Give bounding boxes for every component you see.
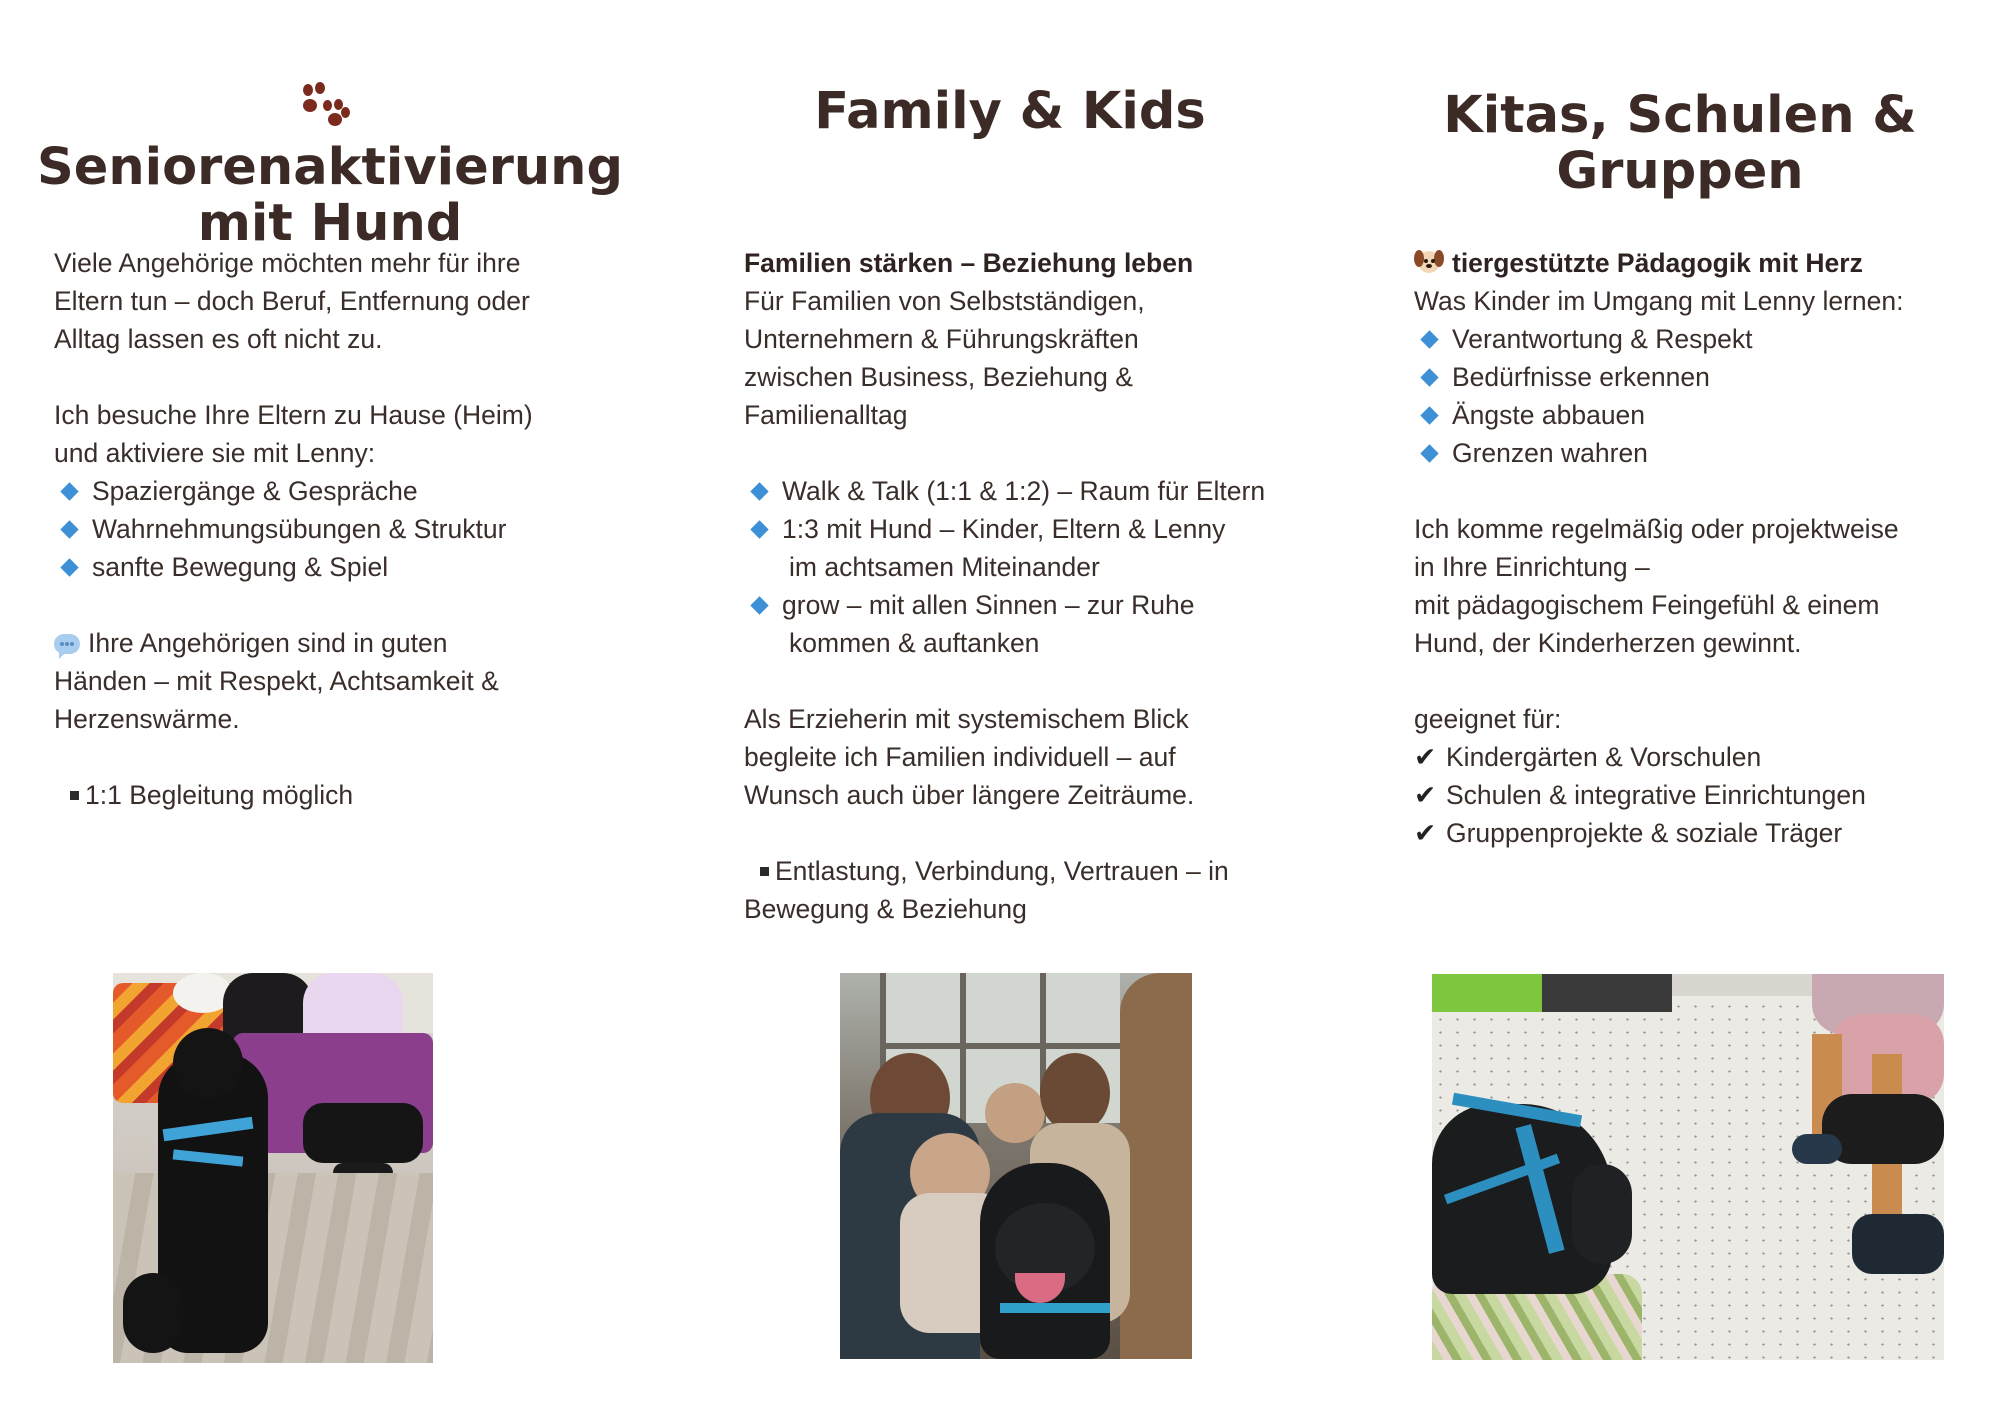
- senior-note: 1:1 Begleitung möglich: [54, 776, 614, 814]
- photo-dog-with-snuffle-mat-in-classroom: [1432, 974, 1944, 1360]
- kitas-subtitle: tiergestützte Pädagogik mit Herz: [1414, 244, 1974, 282]
- kitas-visit-line: in Ihre Einrichtung –: [1414, 552, 1650, 582]
- family-note-continuation: Bewegung & Beziehung: [744, 894, 1027, 924]
- blue-diamond-icon: [750, 596, 768, 614]
- family-outro-line: Wunsch auch über längere Zeiträume.: [744, 780, 1195, 810]
- family-bullet: 1:3 mit Hund – Kinder, Eltern & Lenny: [744, 510, 1304, 548]
- blue-diamond-icon: [60, 520, 78, 538]
- blue-diamond-icon: [1420, 368, 1438, 386]
- senior-intro-line: Viele Angehörige möchten mehr für ihre: [54, 248, 521, 278]
- senior-visit-line: und aktiviere sie mit Lenny:: [54, 438, 376, 468]
- kitas-title-line2: Gruppen: [1556, 142, 1804, 201]
- family-body: [744, 244, 1304, 928]
- family-intro-line: Familienalltag: [744, 400, 908, 430]
- blue-diamond-icon: [1420, 406, 1438, 424]
- speech-bubble-icon: [54, 634, 80, 654]
- family-bullet: grow – mit allen Sinnen – zur Ruhe: [744, 586, 1304, 624]
- family-bullet: Walk & Talk (1:1 & 1:2) – Raum für Eltern: [744, 472, 1304, 510]
- check-mark-icon: ✔: [1414, 742, 1437, 772]
- family-outro-line: Als Erzieherin mit systemischem Blick: [744, 704, 1189, 734]
- family-bullet-continuation: im achtsamen Miteinander: [789, 552, 1100, 582]
- senior-bullet: Wahrnehmungsübungen & Struktur: [54, 510, 614, 548]
- senior-title: [30, 82, 630, 252]
- kitas-visit-line: Ich komme regelmäßig oder projektweise: [1414, 514, 1899, 544]
- blue-diamond-icon: [750, 482, 768, 500]
- kitas-visit-line: Hund, der Kinderherzen gewinnt.: [1414, 628, 1802, 658]
- family-intro-line: Unternehmern & Führungskräften: [744, 324, 1139, 354]
- family-intro-line: zwischen Business, Beziehung &: [744, 362, 1133, 392]
- kitas-bullet: Grenzen wahren: [1414, 434, 1974, 472]
- black-square-icon: [70, 791, 79, 800]
- senior-intro-line: Eltern tun – doch Beruf, Entfernung oder: [54, 286, 530, 316]
- kitas-check-item: ✔ Schulen & integrative Einrichtungen: [1414, 776, 1974, 814]
- blue-diamond-icon: [750, 520, 768, 538]
- kitas-check-item: ✔ Kindergärten & Vorschulen: [1414, 738, 1974, 776]
- kitas-check-item: ✔ Gruppenprojekte & soziale Träger: [1414, 814, 1974, 852]
- senior-body: [54, 244, 614, 814]
- kitas-bullet: Verantwortung & Respekt: [1414, 320, 1974, 358]
- kitas-bullet: Ängste abbauen: [1414, 396, 1974, 434]
- kitas-learn-intro: Was Kinder im Umgang mit Lenny lernen:: [1414, 286, 1904, 316]
- family-title: [740, 84, 1280, 140]
- family-outro-line: begleite ich Familien individuell – auf: [744, 742, 1176, 772]
- blue-diamond-icon: [1420, 444, 1438, 462]
- kitas-visit-line: mit pädagogischem Feingefühl & einem: [1414, 590, 1880, 620]
- kitas-title: [1410, 88, 1950, 200]
- photo-family-with-dog: [840, 973, 1192, 1359]
- senior-title-line2: mit Hund: [197, 194, 463, 253]
- check-mark-icon: ✔: [1414, 818, 1437, 848]
- photo-senior-visit-with-dog: [113, 973, 433, 1363]
- family-intro-line: Für Familien von Selbstständigen,: [744, 286, 1145, 316]
- family-bullet-continuation: kommen & auftanken: [789, 628, 1040, 658]
- paw-prints-icon: [301, 82, 351, 134]
- senior-bullet: sanfte Bewegung & Spiel: [54, 548, 614, 586]
- family-note: Entlastung, Verbindung, Vertrauen – in: [744, 852, 1304, 890]
- senior-care-line: Händen – mit Respekt, Achtsamkeit &: [54, 666, 499, 696]
- family-title-line1: Family & Kids: [814, 82, 1206, 141]
- senior-title-line1: Seniorenaktivierung: [37, 138, 623, 197]
- check-mark-icon: ✔: [1414, 780, 1437, 810]
- blue-diamond-icon: [1420, 330, 1438, 348]
- blue-diamond-icon: [60, 482, 78, 500]
- dog-face-icon: [1414, 248, 1444, 276]
- senior-care-line: Herzenswärme.: [54, 704, 240, 734]
- kitas-suited-label: geeignet für:: [1414, 704, 1562, 734]
- senior-visit-line: Ich besuche Ihre Eltern zu Hause (Heim): [54, 400, 533, 430]
- black-square-icon: [760, 867, 769, 876]
- senior-bullet: Spaziergänge & Gespräche: [54, 472, 614, 510]
- kitas-title-line1: Kitas, Schulen &: [1443, 86, 1917, 145]
- blue-diamond-icon: [60, 558, 78, 576]
- kitas-bullet: Bedürfnisse erkennen: [1414, 358, 1974, 396]
- kitas-body: [1414, 244, 1974, 852]
- senior-intro-line: Alltag lassen es oft nicht zu.: [54, 324, 383, 354]
- family-subtitle: Familien stärken – Beziehung leben: [744, 248, 1194, 278]
- senior-care-line: Ihre Angehörigen sind in guten: [54, 624, 614, 662]
